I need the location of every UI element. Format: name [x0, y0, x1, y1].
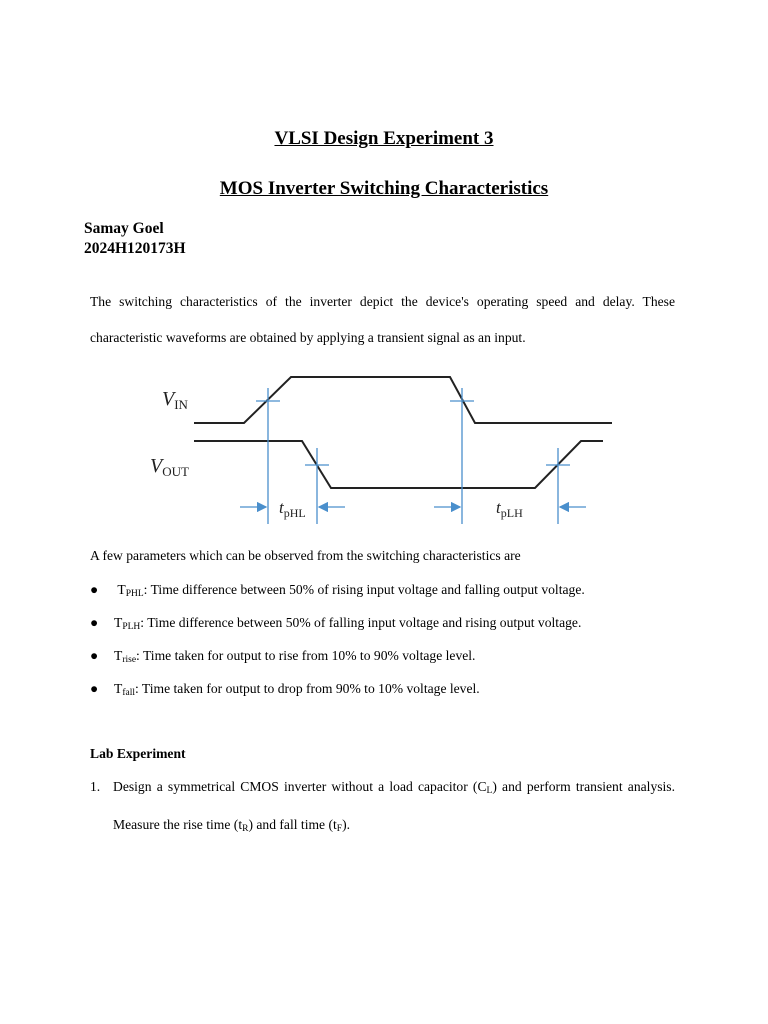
lab-experiment-heading: Lab Experiment	[90, 746, 186, 761]
bullet-symbol: ●	[90, 582, 99, 597]
bullet-text: : Time taken for output to drop from 90% to 10% voltage level.	[134, 681, 480, 696]
author-name: Samay Goel	[84, 220, 164, 237]
bullet-tplh	[90, 615, 581, 632]
bullet-text: : Time difference between 50% of rising input voltage and falling output voltage.	[143, 582, 585, 597]
parameters-intro: A few parameters which can be observed from the switching characteristics are	[90, 548, 521, 563]
crossing-ticks	[256, 401, 570, 465]
bullet-term: T	[114, 615, 123, 630]
vin-label: $V_{IN}$	[162, 388, 188, 412]
bullet-symbol: ●	[90, 648, 99, 663]
bullet-term-sub: fall	[122, 688, 135, 698]
bullet-text: : Time taken for output to rise from 10% to 90% voltage level.	[136, 648, 476, 663]
bullet-tfall	[90, 681, 480, 698]
bullet-tphl	[90, 582, 585, 599]
bullet-term: T	[114, 681, 123, 696]
bullet-term-sub: PHL	[125, 589, 144, 599]
bullet-text: : Time difference between 50% of falling input voltage and rising output voltage.	[140, 615, 582, 630]
document-title: VLSI Design Experiment 3	[274, 128, 494, 149]
vin-waveform	[194, 377, 612, 423]
bullet-symbol: ●	[90, 681, 99, 696]
lab-item-1	[90, 770, 675, 846]
tphl-label: $t_{pHL}$	[279, 498, 306, 520]
bullet-term: T	[114, 648, 123, 663]
document-subtitle: MOS Inverter Switching Characteristics	[219, 178, 549, 199]
vout-waveform	[194, 441, 603, 488]
lab-item-number: 1.	[90, 779, 101, 794]
bullet-term-sub: rise	[122, 655, 137, 665]
vout-label: $V_{OUT}$	[150, 455, 189, 479]
intro-paragraph: The switching characteristics of the inverter depict the device's operating speed and delay. These characteristic waveforms are obtained by applying a transient signal as an input.	[90, 294, 675, 345]
switching-waveform-figure	[140, 368, 620, 530]
bullet-term: T	[117, 582, 126, 597]
author-id: 2024H120173H	[84, 240, 186, 257]
lab-item-text: Design a symmetrical CMOS inverter without a load capacitor $(C_L)$ and perform transient analysis. Measure the rise time $(t_R)$ and fall time $(t_F)$.	[113, 779, 675, 834]
bullet-trise	[90, 648, 475, 665]
tplh-label: $t_{pLH}$	[496, 498, 523, 520]
bullet-symbol: ●	[90, 615, 99, 630]
bullet-term-sub: PLH	[122, 622, 141, 632]
